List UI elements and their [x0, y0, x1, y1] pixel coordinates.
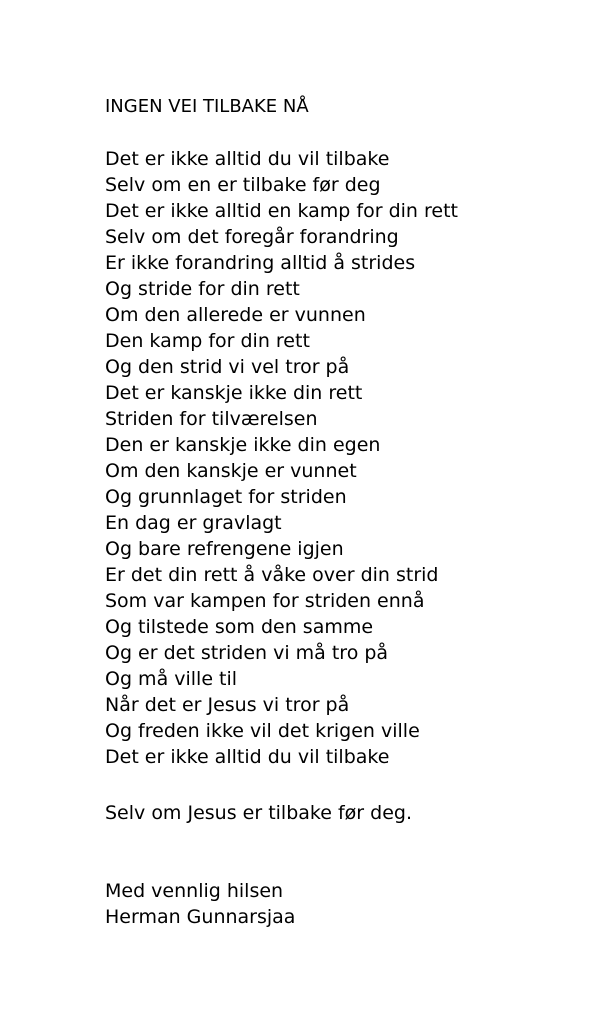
poem-line: En dag er gravlagt [105, 512, 282, 534]
poem-line: Og freden ikke vil det krigen ville [105, 720, 420, 742]
poem-line: Det er ikke alltid du vil tilbake [105, 746, 390, 768]
poem-line: Selv om en er tilbake før deg [105, 174, 381, 196]
poem-line: Er det din rett å våke over din strid [105, 564, 439, 586]
poem-line: Selv om det foregår forandring [105, 226, 399, 248]
poem-line: Og den strid vi vel tror på [105, 356, 350, 378]
poem-line: Den kamp for din rett [105, 330, 310, 352]
poem-title: INGEN VEI TILBAKE NÅ [105, 96, 309, 117]
poem-line: Og grunnlaget for striden [105, 486, 347, 508]
signature-greeting: Med vennlig hilsen [105, 880, 284, 902]
poem-line: Og stride for din rett [105, 278, 300, 300]
closing-line: Selv om Jesus er tilbake før deg. [105, 802, 412, 824]
signature-block [105, 878, 295, 930]
poem-line: Det er kanskje ikke din rett [105, 382, 363, 404]
poem-line: Og må ville til [105, 668, 238, 690]
poem-stanza [105, 146, 458, 770]
poem-line: Det er ikke alltid en kamp for din rett [105, 200, 458, 222]
poem-line: Det er ikke alltid du vil tilbake [105, 148, 390, 170]
poem-line: Om den kanskje er vunnet [105, 460, 357, 482]
poem-line: Striden for tilværelsen [105, 408, 318, 430]
poem-line: Er ikke forandring alltid å strides [105, 252, 416, 274]
signature-name: Herman Gunnarsjaa [105, 906, 296, 928]
poem-line: Og bare refrengene igjen [105, 538, 344, 560]
poem-line: Og er det striden vi må tro på [105, 642, 389, 664]
poem-line: Den er kanskje ikke din egen [105, 434, 381, 456]
poem-line: Når det er Jesus vi tror på [105, 694, 350, 716]
poem-line: Om den allerede er vunnen [105, 304, 366, 326]
poem-line: Og tilstede som den samme [105, 616, 374, 638]
poem-line: Som var kampen for striden ennå [105, 590, 425, 612]
